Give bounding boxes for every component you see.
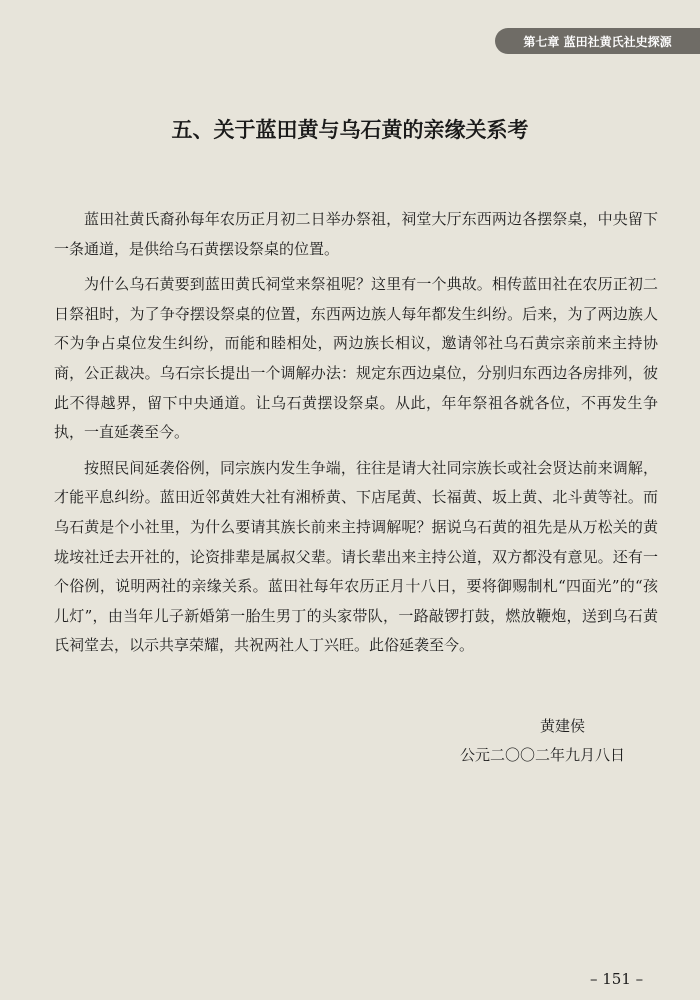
chapter-label: 第七章 蓝田社黄氏社史探源 [523, 34, 672, 49]
article-body [54, 205, 658, 667]
paragraph: 按照民间延袭俗例，同宗族内发生争端，往往是请大社同宗族长或社会贤达前来调解，才能平息纠纷。蓝田近邻黄姓大社有湘桥黄、下店尾黄、长福黄、坂上黄、北斗黄等社。而乌石黄是个小社里，为什么要请其族长前来主持调解呢？据说乌石黄的祖先是从万松关的黄垅垵社迁去开社的，论资排辈是属叔父辈。请长辈出来主持公道，双方都没有意见。还有一个俗例，说明两社的亲缘关系。蓝田社每年农历正月十八日，要将御赐制札“四面光”的“孩儿灯”，由当年儿子新婚第一胎生男丁的头家带队，一路敲锣打鼓，燃放鞭炮，送到乌石黄氏祠堂去，以示共享荣耀，共祝两社人丁兴旺。此俗延袭至今。 [54, 458, 658, 655]
article-title: 五、关于蓝田黄与乌石黄的亲缘关系考 [171, 118, 529, 142]
paragraph: 蓝田社黄氏裔孙每年农历正月初二日举办祭祖，祠堂大厅东西两边各摆祭桌，中央留下一条通道，是供给乌石黄摆设祭桌的位置。 [54, 210, 658, 258]
chapter-header-tab [495, 28, 700, 54]
author-signature: 黄建侯 [540, 717, 586, 735]
page-number: – 151 – [590, 970, 644, 988]
paragraph: 为什么乌石黄要到蓝田黄氏祠堂来祭祖呢？这里有一个典故。相传蓝田社在农历正初二日祭祖时，为了争夺摆设祭桌的位置，东西两边族人每年都发生纠纷。后来，为了两边族人不为争占桌位发生纠纷，而能和睦相处，两边族长相议，邀请邻社乌石黄宗亲前来主持协商，公正裁决。乌石宗长提出一个调解办法：规定东西边桌位，分别归东西边各房排列，彼此不得越界，留下中央通道。让乌石黄摆设祭桌。从此，年年祭祖各就各位，不再发生争执，一直延袭至今。 [54, 275, 658, 442]
signature-date: 公元二〇〇二年九月八日 [460, 746, 626, 764]
